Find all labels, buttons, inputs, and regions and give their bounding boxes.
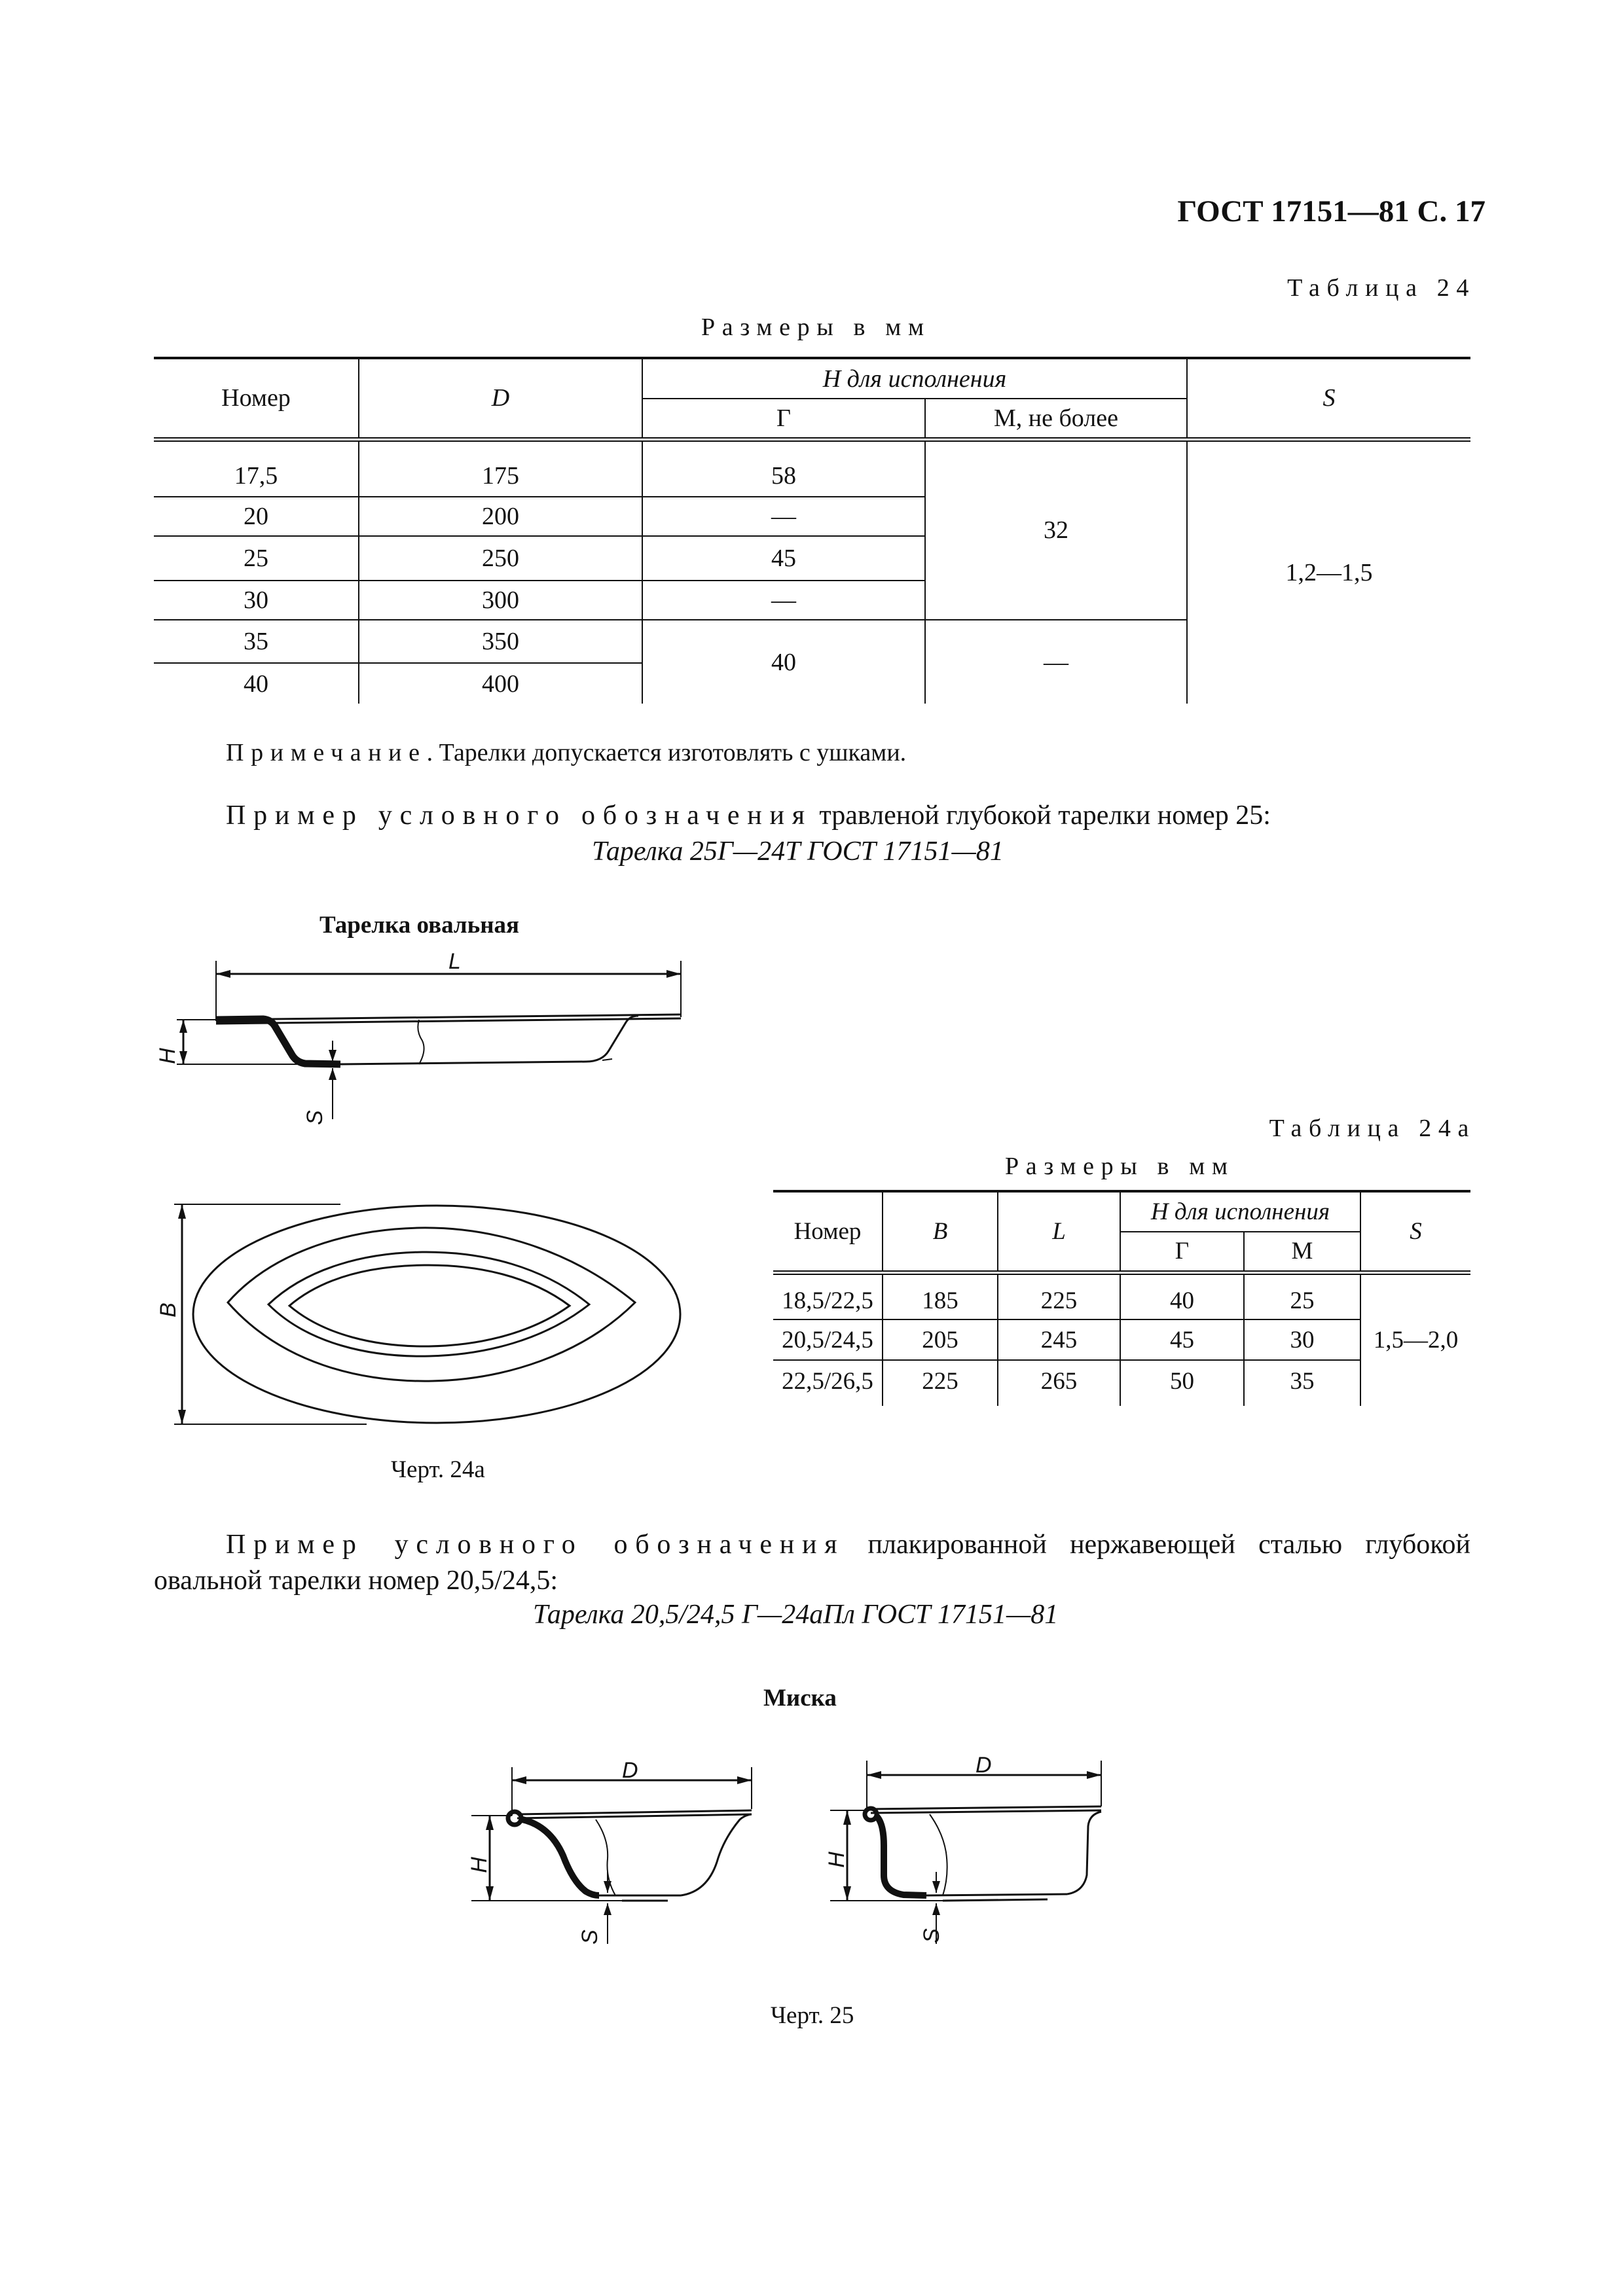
t24-header-h-group bbox=[642, 358, 1187, 399]
t24-cell: 17,5 bbox=[154, 439, 359, 497]
t24-cell-s-merged: 1,2—1,5 bbox=[1285, 558, 1373, 586]
oval-plate-profile-drawing bbox=[151, 942, 707, 1139]
t24-cell: 35 bbox=[154, 620, 359, 663]
t24a-header-s: S bbox=[1360, 1191, 1470, 1272]
t24a-cell: 40 bbox=[1120, 1272, 1244, 1319]
t24a-header-g: Г bbox=[1120, 1232, 1244, 1272]
t24a-cell: 225 bbox=[998, 1272, 1120, 1319]
example1-designation: Тарелка 25Г—24Т ГОСТ 17151—81 bbox=[592, 836, 1004, 867]
t24a-header-number: Номер bbox=[773, 1191, 883, 1272]
example1-rest: травленой глубокой тарелки номер 25: bbox=[812, 800, 1271, 831]
oval-plate-label-b: B bbox=[155, 1302, 181, 1318]
bowl-right-label-d: D bbox=[976, 1753, 992, 1778]
bowl-left-label-d: D bbox=[622, 1758, 638, 1783]
t24-cell: 300 bbox=[359, 581, 642, 620]
bowl-left-label-s: S bbox=[577, 1929, 602, 1945]
t24a-cell: 185 bbox=[883, 1272, 998, 1319]
t24a-cell: 30 bbox=[1244, 1319, 1360, 1360]
t24a-cell: 18,5/22,5 bbox=[773, 1272, 883, 1319]
t24-cell-g-merged: 40 bbox=[642, 620, 925, 704]
table24 bbox=[154, 357, 1470, 704]
example1-lead: Пример условного обозначения bbox=[226, 800, 812, 831]
t24-cell: 30 bbox=[154, 581, 359, 620]
t24a-header-m: М bbox=[1244, 1232, 1360, 1272]
bowl-title: Миска bbox=[763, 1685, 837, 1712]
table-row bbox=[154, 439, 1470, 497]
t24-cell: 40 bbox=[154, 663, 359, 704]
t24-cell-m-merged: 32 bbox=[925, 439, 1187, 620]
t24-cell: 45 bbox=[642, 536, 925, 581]
example2 bbox=[154, 1527, 1470, 1599]
t24-cell: 400 bbox=[359, 663, 642, 704]
bowl-left-label-h: H bbox=[466, 1857, 492, 1873]
oval-plate-label-h: H bbox=[155, 1048, 180, 1064]
t24a-cell: 22,5/26,5 bbox=[773, 1360, 883, 1406]
oval-plate-label-s: S bbox=[302, 1110, 327, 1125]
t24-cell: 25 bbox=[154, 536, 359, 581]
t24a-header-b: B bbox=[883, 1191, 998, 1272]
t24a-header-h-text: H для исполнения bbox=[1150, 1198, 1330, 1225]
t24-header-h-text: H для исполнения bbox=[822, 365, 1007, 393]
t24-cell: 20 bbox=[154, 497, 359, 536]
note bbox=[226, 738, 906, 767]
example1 bbox=[226, 800, 1271, 831]
t24-header-s: S bbox=[1187, 358, 1470, 439]
t24a-cell: 20,5/24,5 bbox=[773, 1319, 883, 1360]
table24-units: Размеры в мм bbox=[701, 314, 931, 341]
t24-cell: — bbox=[642, 497, 925, 536]
t24a-cell: 35 bbox=[1244, 1360, 1360, 1406]
table24a-caption: Таблица 24а bbox=[1269, 1115, 1476, 1142]
t24-cell: — bbox=[642, 581, 925, 620]
t24a-cell-s-merged: 1,5—2,0 bbox=[1373, 1327, 1459, 1354]
oval-plate-caption: Черт. 24а bbox=[391, 1456, 485, 1483]
t24-header-g: Г bbox=[642, 399, 925, 439]
t24-cell: 200 bbox=[359, 497, 642, 536]
t24a-cell: 50 bbox=[1120, 1360, 1244, 1406]
note-text: . Тарелки допускается изготовлять с ушками. bbox=[426, 739, 907, 766]
bowl-right-label-s: S bbox=[919, 1928, 944, 1943]
t24-cell-m-merged-last: — bbox=[925, 620, 1187, 704]
table24a bbox=[773, 1190, 1470, 1406]
note-label: Примечание bbox=[226, 739, 427, 766]
example2-designation: Тарелка 20,5/24,5 Г—24аПл ГОСТ 17151—81 bbox=[533, 1600, 1059, 1630]
t24-cell: 58 bbox=[642, 439, 925, 497]
page-header: ГОСТ 17151—81 С. 17 bbox=[1177, 194, 1486, 228]
oval-plate-label-l: L bbox=[448, 949, 461, 974]
t24-header-d: D bbox=[359, 358, 642, 439]
table24-caption: Таблица 24 bbox=[1287, 274, 1476, 302]
oval-plate-plan-drawing bbox=[151, 1183, 707, 1445]
t24a-header-l: L bbox=[998, 1191, 1120, 1272]
example2-lead: Пример условного обозначения bbox=[226, 1530, 845, 1560]
table-row bbox=[773, 1272, 1470, 1319]
t24a-cell: 25 bbox=[1244, 1272, 1360, 1319]
t24a-cell: 245 bbox=[998, 1319, 1120, 1360]
bowl-caption: Черт. 25 bbox=[771, 2002, 854, 2029]
t24-cell: 175 bbox=[359, 439, 642, 497]
t24a-cell: 205 bbox=[883, 1319, 998, 1360]
bowl-drawing-right bbox=[818, 1734, 1120, 1957]
oval-plate-title: Тарелка овальная bbox=[319, 912, 520, 939]
t24-cell: 350 bbox=[359, 620, 642, 663]
t24-cell: 250 bbox=[359, 536, 642, 581]
table24a-units: Размеры в мм bbox=[1005, 1153, 1235, 1180]
bowl-right-label-h: H bbox=[824, 1852, 849, 1868]
t24-header-number: Номер bbox=[154, 358, 359, 439]
example2-rest: плакированной нержавеющей сталью глубокой овальной тарелки номер 20,5/24,5: bbox=[154, 1530, 1470, 1596]
t24-header-m: М, не более bbox=[925, 399, 1187, 439]
t24a-header-h-group bbox=[1120, 1191, 1360, 1232]
t24a-cell: 45 bbox=[1120, 1319, 1244, 1360]
t24a-cell: 225 bbox=[883, 1360, 998, 1406]
t24a-cell: 265 bbox=[998, 1360, 1120, 1406]
